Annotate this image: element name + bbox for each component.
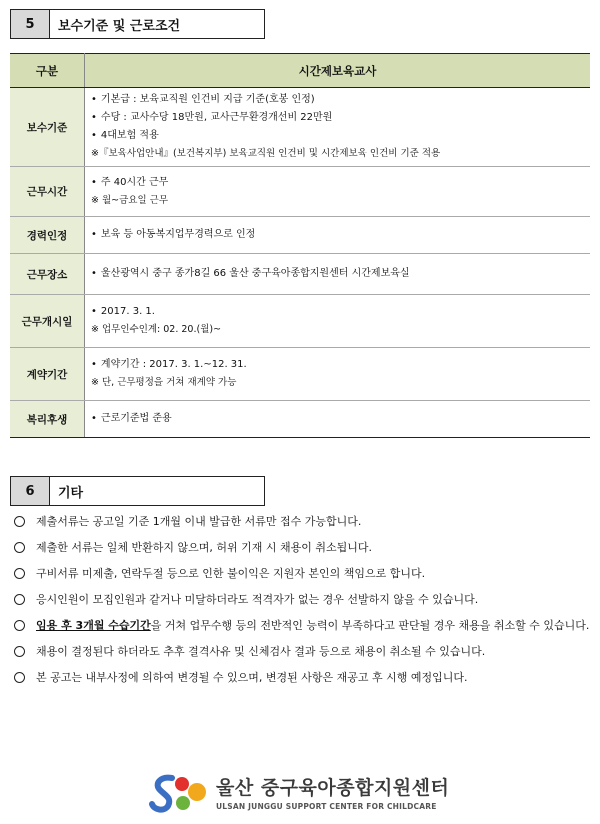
notes-list — [14, 512, 592, 694]
item-highlight: 임용 후 3개월 수습기간 — [36, 619, 151, 632]
row-line: • 근로기준법 준용 — [91, 410, 582, 428]
row-line: • 주 40시간 근무 — [91, 174, 582, 192]
table-row — [10, 348, 590, 401]
section-number: 5 — [10, 9, 50, 39]
section-title: 보수기준 및 근로조건 — [50, 9, 265, 39]
footer-text — [216, 773, 449, 811]
circle-bullet-icon — [14, 594, 25, 605]
org-name-english: ULSAN JUNGGU SUPPORT CENTER FOR CHILDCARE — [216, 802, 437, 811]
row-label: 근무개시일 — [10, 295, 85, 348]
section-6-heading — [10, 476, 265, 506]
row-label: 계약기간 — [10, 348, 85, 401]
table-row — [10, 88, 590, 167]
row-label: 근무시간 — [10, 167, 85, 217]
header-category: 구분 — [10, 54, 85, 88]
section-title: 기타 — [50, 476, 265, 506]
row-line: • 4대보험 적용 — [91, 127, 582, 145]
section-5-heading — [10, 9, 265, 39]
table-row — [10, 295, 590, 348]
section-number: 6 — [10, 476, 50, 506]
table-row — [10, 254, 590, 295]
row-line: • 기본급 : 보육교직원 인건비 지급 기준(호봉 인정) — [91, 91, 582, 109]
item-text: 본 공고는 내부사정에 의하여 변경될 수 있으며, 변경된 사항은 재공고 후 시행 예정입니다. — [36, 671, 468, 684]
org-name-korean: 울산 중구육아종합지원센터 — [216, 777, 450, 799]
row-label: 보수기준 — [10, 88, 85, 167]
circle-bullet-icon — [14, 568, 25, 579]
item-text: 제출서류는 공고일 기준 1개월 이내 발급한 서류만 접수 가능합니다. — [36, 515, 362, 528]
list-item — [14, 642, 592, 662]
item-text: 응시인원이 모집인원과 같거나 미달하더라도 적격자가 없는 경우 선발하지 않을 수 있습니다. — [36, 593, 479, 606]
row-label: 근무장소 — [10, 254, 85, 295]
list-item — [14, 616, 592, 636]
list-item — [14, 668, 592, 688]
table-row — [10, 217, 590, 254]
list-item — [14, 564, 592, 584]
list-item — [14, 512, 592, 532]
row-note: ※ 단, 근무평정을 거쳐 재계약 가능 — [91, 377, 237, 388]
item-text: 구비서류 미제출, 연락두절 등으로 인한 불이익은 지원자 본인의 책임으로 합니다. — [36, 567, 426, 580]
header-position: 시간제보육교사 — [85, 54, 591, 88]
row-line: • 보육 등 아동복지업무경력으로 인정 — [91, 226, 582, 244]
row-content — [85, 401, 591, 438]
footer-logo — [148, 770, 468, 814]
row-note: ※ 월~금요일 근무 — [91, 194, 169, 206]
circle-bullet-icon — [14, 516, 25, 527]
row-line: • 울산광역시 중구 종가8길 66 울산 중구육아종합지원센터 시간제보육실 — [91, 265, 582, 283]
table-row — [10, 401, 590, 438]
row-line: • 2017. 3. 1. — [91, 303, 582, 321]
circle-bullet-icon — [14, 620, 25, 631]
row-content — [85, 167, 591, 217]
row-label: 복리후생 — [10, 401, 85, 438]
conditions-table — [10, 53, 590, 438]
circle-bullet-icon — [14, 646, 25, 657]
circle-bullet-icon — [14, 542, 25, 553]
row-note: ※ 업무인수인계: 02. 20.(월)~ — [91, 324, 222, 335]
center-logo-icon — [148, 770, 210, 814]
row-content — [85, 295, 591, 348]
row-content — [85, 254, 591, 295]
row-note: ※『보육사업안내』(보건복지부) 보육교직원 인건비 및 시간제보육 인건비 기준 적용 — [91, 148, 441, 159]
list-item — [14, 538, 592, 558]
item-text: 채용이 결정된다 하더라도 추후 결격사유 및 신체검사 결과 등으로 채용이 취소될 수 있습니다. — [36, 645, 486, 658]
row-label: 경력인정 — [10, 217, 85, 254]
row-content — [85, 217, 591, 254]
row-content — [85, 348, 591, 401]
item-text: 을 거쳐 업무수행 등의 전반적인 능력이 부족하다고 판단될 경우 채용을 취소할 수 있습니다. — [150, 619, 590, 632]
table-row — [10, 167, 590, 217]
row-line: • 수당 : 교사수당 18만원, 교사근무환경개선비 22만원 — [91, 109, 582, 127]
row-line: • 계약기간 : 2017. 3. 1.~12. 31. — [91, 356, 582, 374]
row-content — [85, 88, 591, 167]
circle-bullet-icon — [14, 672, 25, 683]
list-item — [14, 590, 592, 610]
table-header-row — [10, 54, 590, 88]
item-text: 제출한 서류는 일체 반환하지 않으며, 허위 기재 시 채용이 취소됩니다. — [36, 541, 372, 554]
